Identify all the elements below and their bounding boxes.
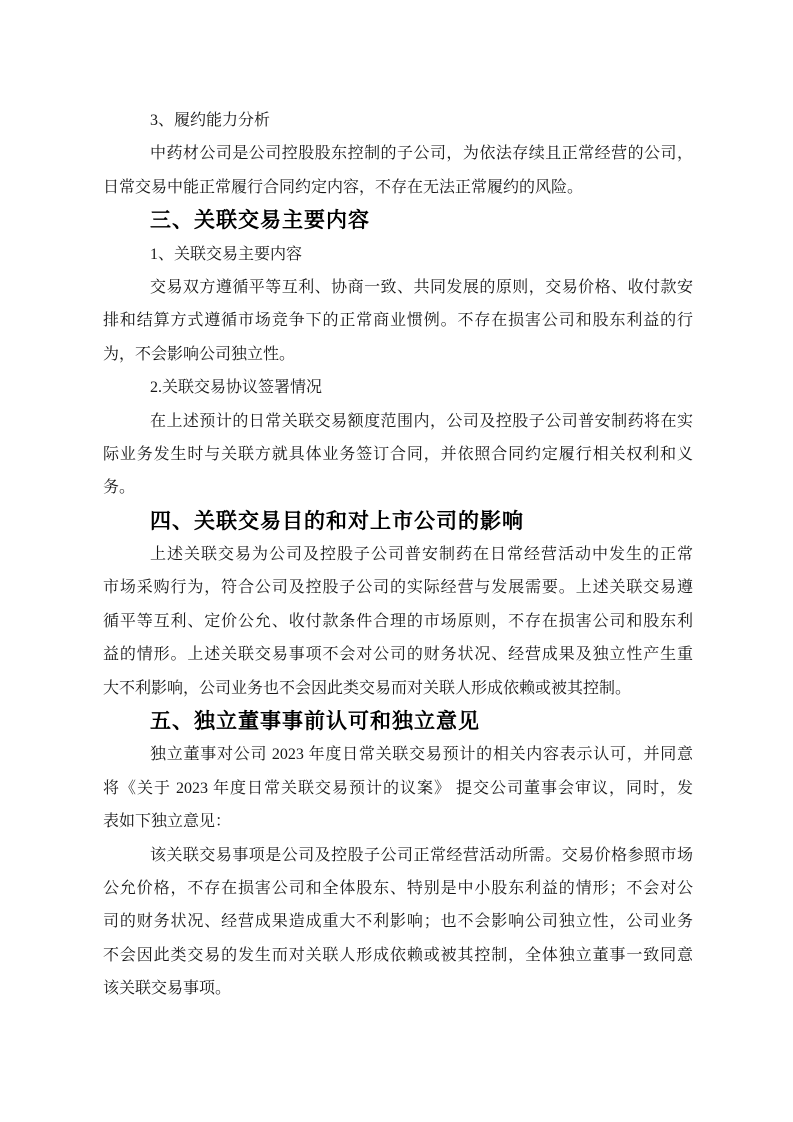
text-line: 在上述预计的日常关联交易额度范围内，公司及控股子公司普安制药将在实	[150, 412, 693, 430]
text-line: 益的情形。上述关联交易事项不会对公司的财务状况、经营成果及独立性产生重	[103, 646, 693, 664]
text-line: 司的财务状况、经营成果造成重大不利影响；也不会影响公司独立性，公司业务	[103, 913, 693, 931]
text-line: 表如下独立意见：	[103, 813, 232, 831]
text-line: 公允价格，不存在损害公司和全体股东、特别是中小股东利益的情形；不会对公	[103, 879, 693, 897]
text-line: 市场采购行为，符合公司及控股子公司的实际经营与发展需要。上述关联交易遵	[103, 579, 693, 597]
text-line: 务。	[103, 479, 136, 497]
text-line: 上述关联交易为公司及控股子公司普安制药在日常经营活动中发生的正常	[150, 546, 693, 564]
subheading-block	[103, 371, 693, 404]
text-line: 排和结算方式遵循市场竞争下的正常商业惯例。不存在损害公司和股东利益的行	[103, 312, 693, 330]
text-line: 不会因此类交易的发生而对关联人形成依赖或被其控制，全体独立董事一致同意	[103, 946, 693, 964]
paragraph-block	[103, 271, 693, 371]
text-line: 为，不会影响公司独立性。	[103, 345, 296, 363]
text-line: 日常交易中能正常履行合同约定内容，不存在无法正常履约的风险。	[103, 178, 584, 196]
subheading-block	[103, 104, 693, 137]
paragraph-block	[103, 538, 693, 705]
heading-block	[103, 505, 693, 538]
document-content	[103, 104, 693, 1006]
text-line: 2.关联交易协议签署情况	[150, 379, 323, 397]
heading-block	[103, 204, 693, 237]
section-heading: 三、关联交易主要内容	[150, 208, 370, 233]
text-line: 循平等互利、定价公允、收付款条件合理的市场原则，不存在损害公司和股东利	[103, 612, 693, 630]
text-line: 1、关联交易主要内容	[150, 245, 303, 263]
section-heading: 四、关联交易目的和对上市公司的影响	[150, 508, 524, 533]
text-line: 交易双方遵循平等互利、协商一致、共同发展的原则，交易价格、收付款安	[150, 278, 693, 296]
text-line: 3、履约能力分析	[150, 112, 271, 129]
paragraph-block	[103, 137, 693, 204]
text-line: 中药材公司是公司控股股东控制的子公司，为依法存续且正常经营的公司，	[150, 145, 693, 163]
text-line: 独立董事对公司 2023 年度日常关联交易预计的相关内容表示认可，并同意	[150, 746, 693, 764]
text-line: 大不利影响，公司业务也不会因此类交易而对关联人形成依赖或被其控制。	[103, 679, 632, 697]
text-line: 际业务发生时与关联方就具体业务签订合同，并依照合同约定履行相关权利和义	[103, 445, 693, 463]
paragraph-block	[103, 405, 693, 505]
text-line: 该关联交易事项是公司及控股子公司正常经营活动所需。交易价格参照市场	[150, 846, 693, 864]
paragraph-block	[103, 839, 693, 1006]
heading-block	[103, 705, 693, 738]
section-heading: 五、独立董事事前认可和独立意见	[150, 709, 480, 734]
text-line: 将《关于 2023 年度日常关联交易预计的议案》 提交公司董事会审议，同时，发	[103, 779, 693, 797]
subheading-block	[103, 238, 693, 271]
text-line: 该关联交易事项。	[103, 980, 232, 998]
paragraph-block	[103, 738, 693, 838]
